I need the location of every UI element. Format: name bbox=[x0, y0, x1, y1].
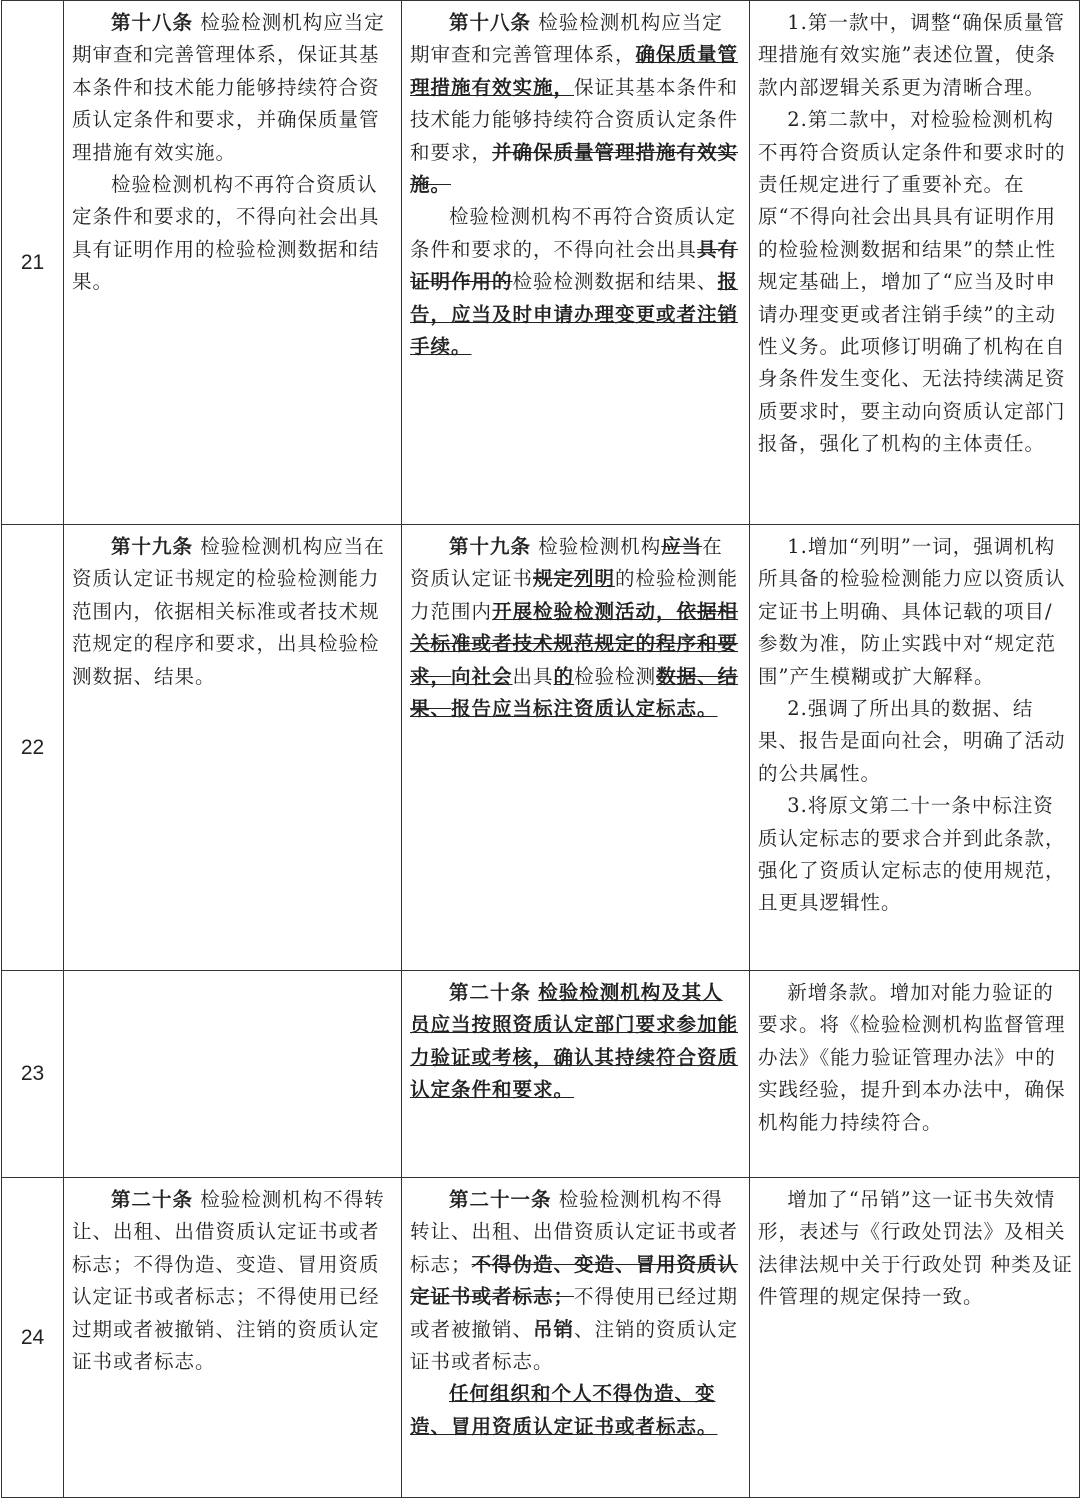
new-column-segment: 报告，应当及时申请办理变更或者注销手续。 bbox=[410, 270, 739, 359]
new-column-segment: 不得使用已经过期或者被撤销、 bbox=[410, 1285, 739, 1341]
new-column-segment: 检验检测机构不得转让、出租、出借资质认定证书或者标志； bbox=[410, 1188, 739, 1276]
new-column-text bbox=[402, 971, 749, 1107]
new-column-paragraph bbox=[410, 531, 743, 725]
old-column-text bbox=[64, 1178, 401, 1378]
new-article-cell bbox=[402, 1, 750, 525]
new-column-segment: 不得伪造、变造、冒用资质认定证书或者标志； bbox=[410, 1252, 739, 1309]
new-column-segment: 的 bbox=[553, 664, 575, 688]
note-column-segment: 2.强调了所出具的数据、结果、报告是面向社会，明确了活动的公共属性。 bbox=[758, 697, 1066, 785]
table-row bbox=[2, 1178, 1080, 1498]
note-column-segment: 新增条款。增加对能力验证的要求。将《检验检测机构监督管理办法》《能力验证管理办法》中的实践经验，提升到本办法中，确保机构能力持续符合。 bbox=[758, 981, 1066, 1134]
new-column-segment: 向社会 bbox=[451, 664, 513, 688]
new-column-segment: 出具 bbox=[512, 664, 554, 688]
note-column-segment: 增加了“吊销”这一证书失效情形，表述与《行政处罚法》及相关法律法规中关于行政处罚 种类及证件管理的规定保持一致。 bbox=[758, 1188, 1073, 1309]
note-column-paragraph bbox=[758, 693, 1073, 790]
old-article-cell bbox=[64, 1, 402, 525]
new-column-paragraph bbox=[410, 201, 743, 363]
row-number: 22 bbox=[2, 525, 64, 971]
note-column-paragraph bbox=[758, 977, 1073, 1139]
row-number: 23 bbox=[2, 971, 64, 1178]
old-column-paragraph bbox=[72, 1184, 395, 1378]
old-column-paragraph bbox=[72, 7, 395, 169]
new-column-segment: 检验检测机构应当定期审查和完善管理体系， bbox=[410, 11, 723, 67]
new-column-segment: 并确保质量管理措施有效实施。 bbox=[410, 140, 739, 197]
new-column-segment: 依据相关标准或者技术规范规定的程序和要求， bbox=[410, 599, 739, 688]
old-column-segment: 检验检测机构应当定期审查和完善管理体系，保证其基本条件和技术能力能够持续符合资质认定条件和要求，并确保质量管理措施有效实施。 bbox=[72, 11, 385, 164]
new-column-segment: 具有证明作用的 bbox=[410, 237, 739, 294]
old-column-segment: 第十九条 bbox=[111, 535, 194, 558]
new-article-cell bbox=[402, 1178, 750, 1498]
new-column-segment: 检验检测机构 bbox=[531, 535, 662, 558]
new-column-segment: 的检验检测能力范围内 bbox=[410, 567, 739, 623]
new-column-segment: 检验检测机构不再符合资质认定条件和要求的，不得向社会出具 bbox=[410, 205, 737, 261]
old-column-paragraph bbox=[72, 531, 395, 693]
new-article-cell bbox=[402, 525, 750, 971]
new-column-paragraph bbox=[410, 1184, 743, 1378]
old-column-segment: 检验检测机构不再符合资质认定条件和要求的，不得向社会出具具有证明作用的检验检测数据和结果。 bbox=[72, 173, 380, 294]
revision-note-cell bbox=[750, 525, 1080, 971]
new-column-segment: 第二十条 bbox=[449, 981, 532, 1004]
new-column-segment: 开展检验检测活动， bbox=[492, 599, 677, 623]
table-row bbox=[2, 971, 1080, 1178]
new-column-segment: 任何组织和个人不得伪造、变造、冒用资质认定证书或者标志。 bbox=[410, 1382, 718, 1438]
note-column-paragraph bbox=[758, 790, 1073, 920]
note-column-segment: 2.第二款中，对检验检测机构不再符合资质认定条件和要求时的责任规定进行了重要补充。在原“不得向社会出具具有证明作用的检验检测数据和结果”的禁止性规定基础上，增加了“应当及时申请办理变更或者注销手续”的主动性义务。此项修订明确了机构在自身条件发生变化、无法持续满足资质要求时，要主动向资质认定部门报备，强化了机构的主体责任。 bbox=[758, 108, 1066, 456]
new-column-segment: 第十九条 bbox=[449, 535, 532, 558]
new-column-segment: 第十八条 bbox=[449, 11, 532, 34]
revision-note-cell bbox=[750, 971, 1080, 1178]
old-column-text bbox=[64, 1, 401, 299]
row-number: 24 bbox=[2, 1178, 64, 1498]
new-column-text bbox=[402, 1, 749, 363]
old-column-segment: 检验检测机构不得转让、出租、出借资质认定证书或者标志；不得伪造、变造、冒用资质认定证书或者标志；不得使用已经过期或者被撤销、注销的资质认定证书或者标志。 bbox=[72, 1188, 385, 1374]
new-column-paragraph bbox=[410, 977, 743, 1107]
new-article-cell bbox=[402, 971, 750, 1178]
new-column-segment: 、注销的资质认定证书或者标志。 bbox=[410, 1317, 739, 1374]
old-column-paragraph bbox=[72, 169, 395, 299]
new-column-segment: 数据、结果、 bbox=[410, 664, 739, 721]
new-column-segment: 第二十一条 bbox=[449, 1188, 552, 1211]
note-column-segment: 1.增加“列明”一词，强调机构所具备的检验检测能力应以资质认定证书上明确、具体记载的项目/参数为准，防止实践中对“规定范围”产生模糊或扩大解释。 bbox=[758, 535, 1066, 688]
new-column-segment: 吊销 bbox=[533, 1317, 575, 1341]
new-column-paragraph bbox=[410, 1378, 743, 1443]
new-column-segment: 报告应当标注资质认定标志。 bbox=[451, 697, 718, 721]
new-column-segment: 规定 bbox=[533, 567, 575, 591]
table-row bbox=[2, 1, 1080, 525]
note-column-paragraph bbox=[758, 1184, 1073, 1314]
note-column-segment: 3.将原文第二十一条中标注资质认定标志的要求合并到此条款，强化了资质认定标志的使用规范，且更具逻辑性。 bbox=[758, 794, 1066, 915]
note-column-text bbox=[750, 525, 1079, 920]
row-number: 21 bbox=[2, 1, 64, 525]
new-column-segment: 检验检测 bbox=[574, 664, 657, 688]
old-article-cell bbox=[64, 1178, 402, 1498]
new-column-text bbox=[402, 525, 749, 725]
new-column-text bbox=[402, 1178, 749, 1443]
revision-note-cell bbox=[750, 1, 1080, 525]
note-column-text bbox=[750, 1, 1079, 461]
note-column-text bbox=[750, 1178, 1079, 1314]
revision-note-cell bbox=[750, 1178, 1080, 1498]
old-column-segment: 第十八条 bbox=[111, 11, 194, 34]
note-column-text bbox=[750, 971, 1079, 1139]
old-column-text bbox=[64, 525, 401, 693]
new-column-segment: 在资质认定证书 bbox=[410, 535, 723, 591]
new-column-segment: 检验检测数据和结果、 bbox=[512, 270, 718, 294]
new-column-segment: 列明 bbox=[574, 567, 616, 591]
old-article-cell bbox=[64, 525, 402, 971]
comparison-table bbox=[1, 0, 1080, 1498]
old-column-segment: 检验检测机构应当在资质认定证书规定的检验检测能力范围内，依据相关标准或者技术规范规定的程序和要求，出具检验检测数据、结果。 bbox=[72, 535, 385, 688]
note-column-paragraph bbox=[758, 531, 1073, 693]
old-column-segment: 第二十条 bbox=[111, 1188, 194, 1211]
table-row bbox=[2, 525, 1080, 971]
new-column-segment: 保证其基本条件和技术能力能够持续符合资质认定条件和要求， bbox=[410, 75, 739, 164]
old-column-text bbox=[64, 971, 401, 977]
old-article-cell bbox=[64, 971, 402, 1178]
new-column-segment: 检验检测机构及其人员应当按照资质认定部门要求参加能力验证或考核，确认其持续符合资质认定条件和要求。 bbox=[410, 981, 739, 1102]
note-column-segment: 1.第一款中，调整“确保质量管理措施有效实施”表述位置，使条款内部逻辑关系更为清晰合理。 bbox=[758, 11, 1065, 99]
new-column-segment: 确保质量管理措施有效实施， bbox=[410, 43, 739, 99]
note-column-paragraph bbox=[758, 7, 1073, 104]
new-column-segment: 应当 bbox=[661, 535, 703, 558]
note-column-paragraph bbox=[758, 104, 1073, 460]
new-column-paragraph bbox=[410, 7, 743, 201]
